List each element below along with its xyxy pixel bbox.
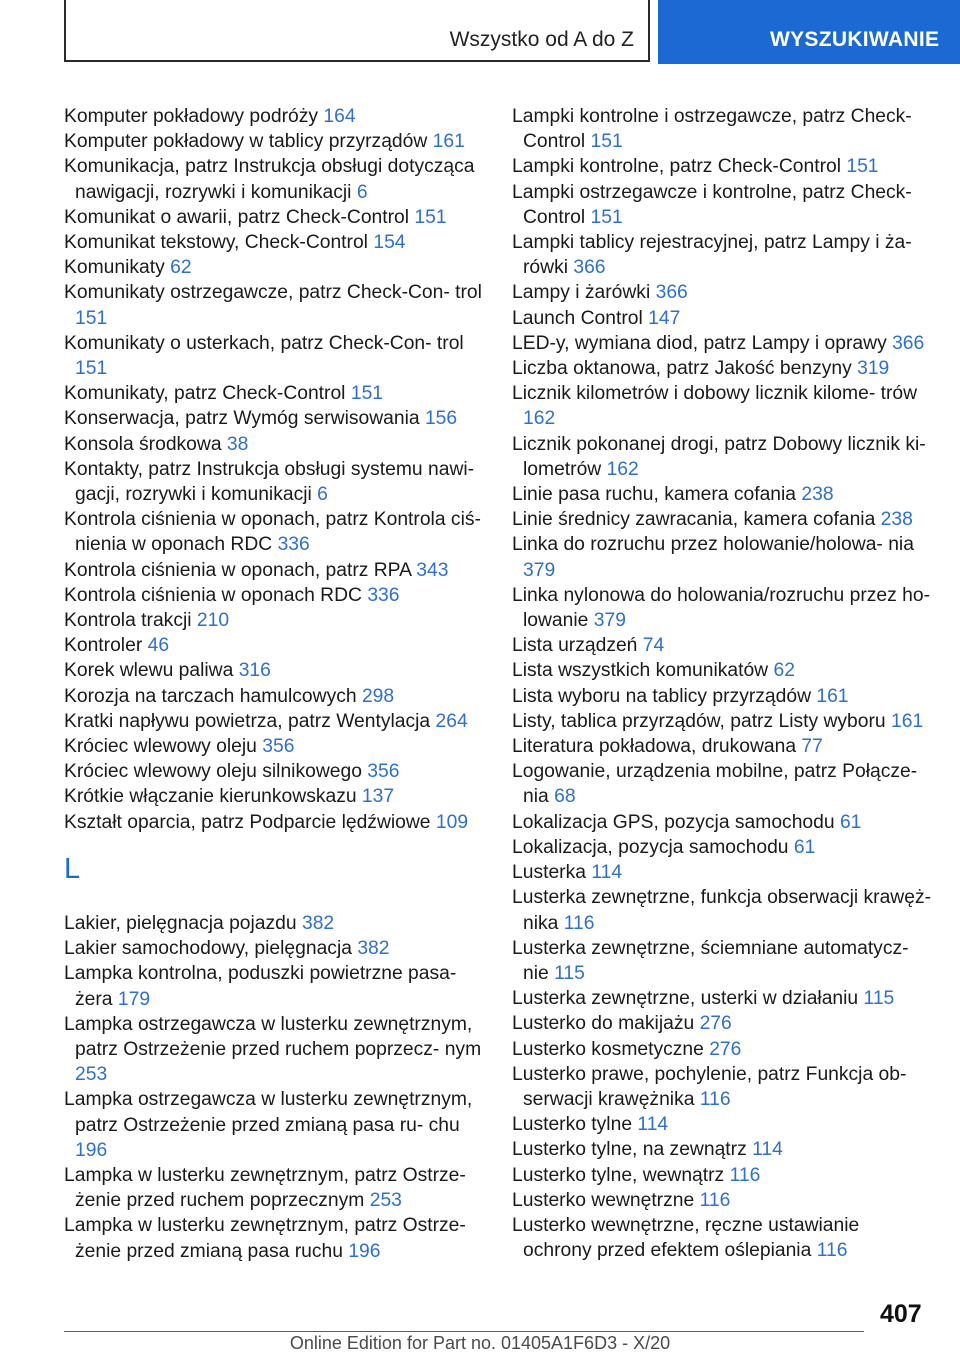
index-entry-text: Lusterka zewnętrzne, funkcja obserwacji krawęż‐ nika: [512, 887, 932, 934]
index-entry: [64, 255, 484, 280]
index-entry: [64, 759, 484, 784]
index-entry: [64, 810, 484, 835]
index-entry: [512, 1011, 932, 1036]
index-entry-text: Lusterko do makijażu: [512, 1013, 695, 1035]
index-column-right: [512, 104, 932, 1263]
section-tab-label: Wszystko od A do Z: [449, 28, 634, 51]
page-reference-link[interactable]: 319: [857, 358, 890, 380]
index-entry: [64, 658, 484, 683]
index-entry: [512, 180, 932, 230]
index-entry-text: Lampka ostrzegawcza w lusterku zewnętrznym, patrz Ostrzeżenie przed zmianą pasa ru‐ chu: [64, 1089, 473, 1136]
index-entry: [64, 432, 484, 457]
index-entry-text: Lakier, pielęgnacja pojazdu: [64, 912, 297, 934]
index-entry: [512, 331, 932, 356]
index-entry-text: Konserwacja, patrz Wymóg serwisowania: [64, 408, 420, 430]
index-entry-text: Licznik pokonanej drogi, patrz Dobowy licznik ki‐ lometrów: [512, 433, 926, 480]
index-entry: [512, 306, 932, 331]
index-entry: [512, 482, 932, 507]
index-entry-text: Konsola środkowa: [64, 433, 222, 455]
page-reference-link[interactable]: 156: [424, 408, 458, 430]
index-entry-text: Lusterko tylne: [512, 1114, 633, 1136]
page-reference-link[interactable]: 276: [709, 1038, 742, 1060]
index-group-l-continued: [512, 104, 932, 1263]
page-reference-link[interactable]: 298: [361, 685, 395, 707]
index-entry: [64, 507, 484, 557]
index-entry-text: Korozja na tarczach hamulcowych: [64, 685, 357, 707]
index-entry: [512, 1112, 932, 1137]
page-reference-link[interactable]: 366: [573, 257, 606, 279]
index-entry-text: Lusterka zewnętrzne, ściemniane automatycz‐ nie: [512, 937, 909, 984]
page-reference-link[interactable]: 264: [435, 710, 468, 732]
index-entry-text: Korek wlewu paliwa: [64, 660, 234, 682]
page-reference-link[interactable]: 116: [699, 1189, 731, 1211]
index-entry: [64, 911, 484, 936]
page-reference-link[interactable]: 382: [301, 912, 335, 934]
page-reference-link[interactable]: 162: [523, 408, 556, 430]
page-reference-link[interactable]: 343: [416, 559, 449, 581]
page-reference-link[interactable]: 116: [816, 1240, 848, 1262]
page-reference-link[interactable]: 379: [593, 610, 626, 632]
index-entry-text: Komunikat tekstowy, Check-Control: [64, 232, 368, 254]
index-entry-text: Komputer pokładowy w tablicy przyrządów: [64, 131, 428, 153]
index-entry: [64, 154, 484, 204]
index-entry-text: Launch Control: [512, 307, 643, 329]
index-entry: [64, 129, 484, 154]
page-number: 407: [880, 1300, 922, 1328]
index-entry: [64, 633, 484, 658]
page-reference-link[interactable]: 253: [369, 1190, 402, 1212]
page-reference-link[interactable]: 6: [317, 484, 328, 506]
index-entry-text: Lusterko wewnętrzne, ręczne ustawianie ochrony przed efektem oślepiania: [512, 1214, 860, 1262]
page-reference-link[interactable]: 164: [323, 106, 356, 127]
index-entry-text: Lampka w lusterku zewnętrznym, patrz Ostrze‐ żenie przed ruchem poprzecznym: [64, 1164, 466, 1212]
index-entry: [512, 280, 932, 305]
index-entry-text: Kontroler: [64, 635, 143, 657]
index-entry: [512, 1137, 932, 1162]
index-entry: [512, 1037, 932, 1062]
index-entry: [64, 684, 484, 709]
index-entry-text: Komunikat o awarii, patrz Check-Control: [64, 206, 410, 228]
index-entry-text: LED-y, wymiana diod, patrz Lampy i oprawy: [512, 332, 887, 354]
index-entry-text: Lusterko kosmetyczne: [512, 1038, 704, 1060]
page-reference-link[interactable]: 382: [357, 938, 390, 960]
index-entry: [64, 230, 484, 255]
page-reference-link[interactable]: 238: [801, 484, 834, 506]
section-tab[interactable]: [64, 0, 650, 62]
page-reference-link[interactable]: 356: [367, 761, 400, 783]
index-entry-text: Lista urządzeń: [512, 635, 638, 657]
index-entry: [512, 810, 932, 835]
page-reference-link[interactable]: 77: [801, 736, 823, 758]
index-entry-text: Linka nylonowa do holowania/rozruchu przez ho‐ lowanie: [512, 584, 931, 632]
page-reference-link[interactable]: 366: [655, 282, 688, 304]
page-reference-link[interactable]: 238: [880, 509, 913, 531]
index-entry-text: Komputer pokładowy podróży: [64, 106, 319, 127]
index-entry: [64, 1012, 484, 1088]
index-entry: [64, 558, 484, 583]
page-reference-link[interactable]: 116: [699, 1088, 731, 1110]
index-entry: [512, 432, 932, 482]
page-reference-link[interactable]: 196: [348, 1240, 381, 1262]
index-entry-text: Kontrola ciśnienia w oponach, patrz RPA: [64, 559, 411, 581]
page-reference-link[interactable]: 151: [75, 307, 108, 329]
page-reference-link[interactable]: 161: [891, 710, 924, 732]
index-entry-text: Kształt oparcia, patrz Podparcie lędźwiowe: [64, 811, 431, 833]
index-entry: [64, 583, 484, 608]
index-entry-text: Lusterko prawe, pochylenie, patrz Funkcja ob‐ serwacji krawężnika: [512, 1063, 907, 1110]
index-entry: [64, 608, 484, 633]
index-entry: [512, 1213, 932, 1263]
page-reference-link[interactable]: 151: [414, 206, 447, 228]
index-entry-text: Komunikaty ostrzegawcze, patrz Check-Con‐ trol: [64, 282, 482, 304]
index-entry: [512, 1062, 932, 1112]
index-entry: [512, 734, 932, 759]
page-reference-link[interactable]: 68: [554, 786, 576, 808]
page-reference-link[interactable]: 62: [170, 257, 192, 279]
index-entry: [512, 1163, 932, 1188]
index-entry: [64, 1087, 484, 1163]
page-reference-link[interactable]: 61: [793, 836, 816, 858]
index-entry-text: Kontrola trakcji: [64, 610, 192, 632]
index-entry-text: Kontrola ciśnienia w oponach RDC: [64, 584, 362, 606]
index-entry-text: Lampka w lusterku zewnętrznym, patrz Ostrze‐ żenie przed zmianą pasa ruchu: [64, 1215, 466, 1262]
page-reference-link[interactable]: 379: [523, 559, 556, 581]
index-entry: [64, 331, 484, 381]
footer-divider: [64, 1331, 864, 1332]
page-reference-link[interactable]: 116: [563, 912, 595, 934]
index-entry: [64, 457, 484, 507]
page-reference-link[interactable]: 151: [846, 156, 879, 178]
index-entry: [512, 885, 932, 935]
page-header: [0, 0, 960, 66]
page-reference-link[interactable]: 137: [361, 786, 395, 808]
index-entry: [512, 936, 932, 986]
page-reference-link[interactable]: 196: [75, 1139, 108, 1161]
index-entry-text: Komunikacja, patrz Instrukcja obsługi dotycząca nawigacji, rozrywki i komunikacji: [64, 156, 475, 203]
index-entry-text: Lista wszystkich komunikatów: [512, 660, 769, 682]
page-reference-link[interactable]: 151: [350, 383, 384, 405]
index-entry: [64, 381, 484, 406]
index-entry: [512, 532, 932, 582]
index-entry-text: Krótkie włączanie kierunkowskazu: [64, 786, 357, 808]
index-entry-text: Lampki kontrolne i ostrzegawcze, patrz Check- Control: [512, 106, 912, 153]
index-entry-text: Lusterko tylne, wewnątrz: [512, 1164, 725, 1186]
index-entry: [512, 583, 932, 633]
page-reference-link[interactable]: 115: [554, 962, 585, 984]
page-reference-link[interactable]: 366: [892, 332, 925, 354]
index-entry-text: Linie średnicy zawracania, kamera cofania: [512, 509, 876, 531]
page-reference-link[interactable]: 179: [117, 988, 151, 1010]
index-entry: [512, 860, 932, 885]
index-entry: [64, 936, 484, 961]
index-entry: [512, 658, 932, 683]
index-entry: [512, 381, 932, 431]
page-reference-link[interactable]: 114: [752, 1139, 783, 1161]
index-entry: [512, 986, 932, 1011]
page-reference-link[interactable]: 46: [147, 635, 170, 657]
page-reference-link[interactable]: 336: [367, 584, 400, 606]
index-group-l: [64, 911, 484, 1264]
page-reference-link[interactable]: 61: [839, 811, 862, 833]
index-entry: [512, 356, 932, 381]
index-entry-text: Liczba oktanowa, patrz Jakość benzyny: [512, 358, 852, 380]
page-reference-link[interactable]: 114: [637, 1114, 669, 1136]
page-reference-link[interactable]: 151: [590, 206, 623, 228]
index-entry-text: Linka do rozruchu przez holowanie/holowa‐ nia: [512, 534, 914, 556]
page-reference-link[interactable]: 74: [642, 635, 665, 657]
index-entry: [512, 835, 932, 860]
index-entry-text: Kontakty, patrz Instrukcja obsługi systemu nawi‐ gacji, rozrywki i komunikacji: [64, 458, 475, 506]
index-entry-text: Literatura pokładowa, drukowana: [512, 736, 797, 758]
search-tab[interactable]: [658, 0, 960, 64]
index-entry-text: Kratki napływu powietrza, patrz Wentylacja: [64, 710, 431, 732]
index-entry-text: Lokalizacja GPS, pozycja samochodu: [512, 811, 835, 833]
page-reference-link[interactable]: 316: [238, 660, 271, 682]
page-reference-link[interactable]: 151: [590, 131, 623, 153]
index-entry-text: Lakier samochodowy, pielęgnacja: [64, 938, 352, 960]
index-entry-text: Logowanie, urządzenia mobilne, patrz Połącze‐ nia: [512, 761, 918, 808]
page-reference-link[interactable]: 356: [262, 736, 295, 758]
index-entry: [64, 205, 484, 230]
index-entry-text: Lokalizacja, pozycja samochodu: [512, 836, 789, 858]
index-entry: [512, 709, 932, 734]
index-entry: [64, 280, 484, 330]
index-entry-text: Licznik kilometrów i dobowy licznik kilome‐ trów: [512, 383, 918, 405]
index-entry: [64, 406, 484, 431]
page-reference-link[interactable]: 161: [816, 685, 849, 707]
index-entry-text: Linie pasa ruchu, kamera cofania: [512, 484, 797, 506]
index-entry-text: Lista wyboru na tablicy przyrządów: [512, 685, 811, 707]
page-reference-link[interactable]: 154: [373, 232, 406, 254]
index-entry: [64, 784, 484, 809]
page-reference-link[interactable]: 38: [226, 433, 249, 455]
page-reference-link[interactable]: 161: [432, 131, 465, 153]
page-reference-link[interactable]: 151: [75, 358, 108, 380]
index-entry-text: Komunikaty, patrz Check-Control: [64, 383, 346, 405]
index-group-k: [64, 104, 484, 835]
page-reference-link[interactable]: 115: [863, 988, 895, 1010]
page-reference-link[interactable]: 114: [591, 862, 623, 884]
index-entry-text: Lampy i żarówki: [512, 282, 651, 304]
index-entry: [64, 1213, 484, 1263]
page-reference-link[interactable]: 109: [435, 811, 469, 833]
index-entry-text: Lusterko tylne, na zewnątrz: [512, 1139, 747, 1161]
index-entry-text: Lusterko wewnętrzne: [512, 1189, 695, 1211]
edition-footer: Online Edition for Part no. 01405A1F6D3 - X/20: [289, 1333, 671, 1353]
index-entry: [512, 230, 932, 280]
index-entry-text: Lusterka: [512, 862, 586, 884]
page-reference-link[interactable]: 210: [196, 610, 230, 632]
index-entry-text: Kontrola ciśnienia w oponach, patrz Kontrola ciś‐ nienia w oponach RDC: [64, 509, 481, 556]
index-entry-text: Lampki ostrzegawcze i kontrolne, patrz Check- Control: [512, 181, 912, 228]
index-entry: [512, 104, 932, 154]
index-letter-heading: L: [64, 852, 81, 885]
index-entry: [512, 633, 932, 658]
index-entry-text: Lampki kontrolne, patrz Check-Control: [512, 156, 841, 178]
index-column-left: [64, 104, 484, 1264]
page-reference-link[interactable]: 336: [277, 534, 310, 556]
page-reference-link[interactable]: 162: [606, 458, 639, 480]
index-entry-text: Listy, tablica przyrządów, patrz Listy wyboru: [512, 710, 886, 732]
index-entry-text: Króciec wlewowy oleju silnikowego: [64, 761, 362, 783]
index-entry: [64, 709, 484, 734]
index-entry: [512, 1188, 932, 1213]
page-reference-link[interactable]: 62: [773, 660, 795, 682]
index-entry: [64, 734, 484, 759]
page-reference-link[interactable]: 147: [648, 307, 681, 329]
page-reference-link[interactable]: 253: [75, 1064, 108, 1086]
index-entry: [512, 154, 932, 179]
index-entry-text: Lampka ostrzegawcza w lusterku zewnętrznym, patrz Ostrzeżenie przed ruchem poprzecz‐ nym: [64, 1013, 482, 1060]
index-entry: [64, 961, 484, 1011]
index-entry-text: Lusterka zewnętrzne, usterki w działaniu: [512, 988, 859, 1010]
index-entry-text: Lampka kontrolna, poduszki powietrzne pasa‐ żera: [64, 963, 457, 1010]
index-entry-text: Lampki tablicy rejestracyjnej, patrz Lampy i ża‐ rówki: [512, 232, 912, 279]
search-tab-label: WYSZUKIWANIE: [770, 28, 940, 51]
index-entry-text: Króciec wlewowy oleju: [64, 736, 257, 758]
index-entry-text: Komunikaty: [64, 257, 165, 279]
page-reference-link[interactable]: 6: [356, 181, 368, 203]
page-reference-link[interactable]: 116: [729, 1164, 761, 1186]
page-reference-link[interactable]: 276: [699, 1013, 732, 1035]
index-entry: [64, 1163, 484, 1213]
index-entry-text: Komunikaty o usterkach, patrz Check-Con‐ trol: [64, 332, 464, 354]
index-entry: [512, 684, 932, 709]
index-entry: [512, 759, 932, 809]
index-entry: [512, 507, 932, 532]
index-entry: [64, 104, 484, 129]
